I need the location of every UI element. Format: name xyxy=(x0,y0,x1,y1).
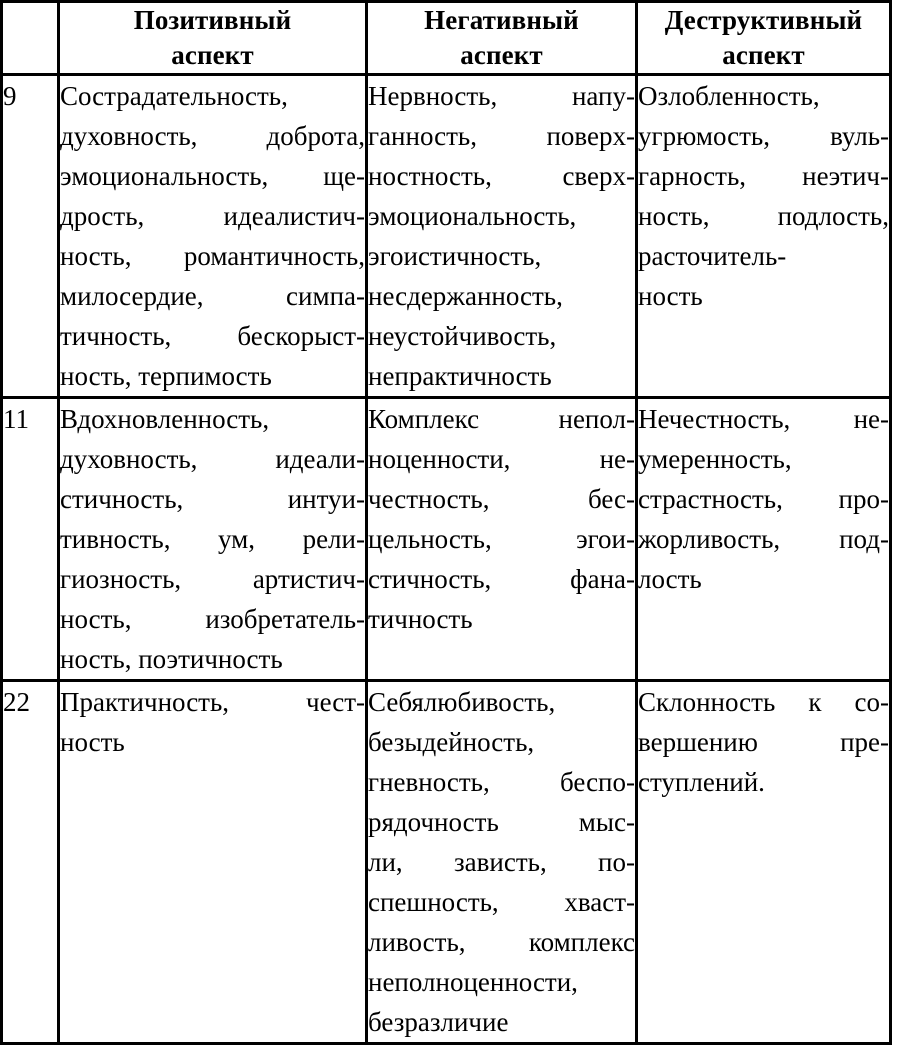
text-line: Озлобленность, xyxy=(638,81,820,111)
table-row xyxy=(2,75,891,398)
text-line: ность, поэтичность xyxy=(60,644,283,674)
header-negative-aspect xyxy=(367,2,637,75)
text-line: Нечестность, не- xyxy=(638,404,889,434)
text-line: безразличие xyxy=(368,1007,509,1037)
text-line: Практичность, чест- xyxy=(60,687,365,717)
text-line: Вдохновленность, xyxy=(60,404,270,434)
table-row xyxy=(2,681,891,1044)
text-line: ностность, сверх- xyxy=(368,161,635,191)
text-line: стичность, фана- xyxy=(368,564,635,594)
cell-positive-aspect xyxy=(59,75,367,398)
text-line: неустойчивость, xyxy=(368,321,557,351)
text-line: милосердие, симпа- xyxy=(60,281,365,311)
table-row xyxy=(2,398,891,681)
text-line: жорливость, под- xyxy=(638,524,889,554)
text-line: несдержанность, xyxy=(368,281,563,311)
cell-destructive-aspect xyxy=(637,75,891,398)
header-positive-aspect xyxy=(59,2,367,75)
header-destructive-aspect xyxy=(637,2,891,75)
text-line: тичность, бескорыст- xyxy=(60,321,365,351)
text-line: Себялюбивость, xyxy=(368,687,556,717)
header-row xyxy=(2,2,891,75)
header-destructive-line2: аспект xyxy=(722,40,805,70)
text-line: эгоистичность, xyxy=(368,241,542,271)
text-line: безыдейность, xyxy=(368,727,535,757)
text-line: духовность, идеали- xyxy=(60,444,365,474)
text-line: гневность, беспо- xyxy=(368,767,635,797)
text-line: лость xyxy=(638,564,702,594)
header-negative-line2: аспект xyxy=(460,40,543,70)
table-body xyxy=(2,75,891,1044)
text-line: тивность, ум, рели- xyxy=(60,524,365,554)
cell-positive-aspect xyxy=(59,681,367,1044)
cell-destructive-aspect xyxy=(637,681,891,1044)
text-line: ность, подлость, xyxy=(638,201,889,231)
header-negative-line1: Негативный xyxy=(424,5,579,35)
text-line: ливость, комплекс xyxy=(368,927,635,957)
text-line: угрюмость, вуль- xyxy=(638,121,889,151)
text-line: ность, романтичность, xyxy=(60,241,365,271)
header-positive-line2: аспект xyxy=(171,40,254,70)
table-header xyxy=(2,2,891,75)
text-line: Нервность, напу- xyxy=(368,81,635,111)
text-line: Сострадательность, xyxy=(60,81,288,111)
text-line: дрость, идеалистич- xyxy=(60,201,365,231)
text-line: Склонность к со- xyxy=(638,687,889,717)
text-line: эмоциональность, ще- xyxy=(60,161,365,191)
text-line: ганность, поверх- xyxy=(368,121,635,151)
header-positive-line1: Позитивный xyxy=(133,5,292,35)
row-number: 22 xyxy=(2,681,59,1044)
cell-negative-aspect xyxy=(367,398,637,681)
text-line: расточитель- xyxy=(638,241,787,271)
text-line: Комплекс непол- xyxy=(368,404,635,434)
header-number xyxy=(2,2,59,75)
text-line: духовность, доброта, xyxy=(60,121,365,151)
text-line: вершению пре- xyxy=(638,727,889,757)
text-line: ступлений. xyxy=(638,767,765,797)
text-line: умеренность, xyxy=(638,444,792,474)
text-line: непрактичность xyxy=(368,361,552,391)
cell-destructive-aspect xyxy=(637,398,891,681)
text-line: ли, зависть, по- xyxy=(368,847,635,877)
text-line: эмоциональность, xyxy=(368,201,577,231)
text-line: гарность, неэтич- xyxy=(638,161,889,191)
text-line: честность, бес- xyxy=(368,484,635,514)
text-line: гиозность, артистич- xyxy=(60,564,365,594)
cell-negative-aspect xyxy=(367,681,637,1044)
text-line: ность, изобретатель- xyxy=(60,604,365,634)
text-line: стичность, интуи- xyxy=(60,484,365,514)
text-line: цельность, эгои- xyxy=(368,524,635,554)
text-line: спешность, хваст- xyxy=(368,887,635,917)
text-line: ность xyxy=(60,727,125,757)
text-line: ность xyxy=(638,281,703,311)
text-line: ноценности, не- xyxy=(368,444,635,474)
text-line: тичность xyxy=(368,604,473,634)
row-number: 9 xyxy=(2,75,59,398)
text-line: рядочность мыс- xyxy=(368,807,635,837)
cell-positive-aspect xyxy=(59,398,367,681)
text-line: ность, терпимость xyxy=(60,361,272,391)
header-destructive-line1: Деструктивный xyxy=(664,5,863,35)
cell-negative-aspect xyxy=(367,75,637,398)
row-number: 11 xyxy=(2,398,59,681)
text-line: страстность, про- xyxy=(638,484,889,514)
text-line: неполноценности, xyxy=(368,967,578,997)
